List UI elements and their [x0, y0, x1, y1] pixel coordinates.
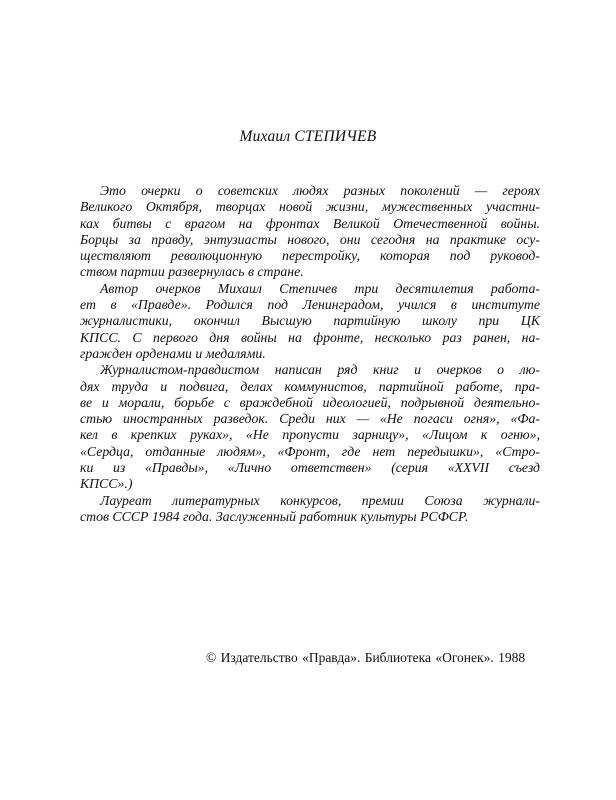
- annotation-paragraph-3: [80, 362, 540, 492]
- text-line: Великого Октября, творцах новой жизни, мужественных участни-: [80, 199, 540, 215]
- copyright-line: © Издательство «Правда». Библиотека «Огонек». 1988: [206, 650, 526, 665]
- text-line: Журналистом-правдистом написан ряд книг и очерков о лю-: [100, 362, 540, 378]
- text-line: Автор очерков Михаил Степичев три десятилетия работа-: [100, 280, 540, 296]
- text-line: КПСС. С первого дня войны на фронте, несколько раз ранен, на-: [80, 329, 540, 345]
- text-line: ществляют революционную перестройку, которая под руковод-: [80, 248, 540, 264]
- text-line: ет в «Правде». Родился под Ленинградом, учился в институте: [80, 297, 540, 313]
- text-line: ки из «Правды», «Лично ответствен» (серия «XXVII съезд: [80, 460, 540, 476]
- annotation-text: [80, 183, 540, 525]
- text-line: Лауреат литературных конкурсов, премии Союза журнали-: [100, 492, 540, 508]
- text-line: кел в крепких руках», «Не пропусти зарницу», «Лицом к огню»,: [80, 427, 540, 443]
- text-line: дях труда и подвига, делах коммунистов, партийной работе, пра-: [80, 378, 540, 394]
- text-line: гражден орденами и медалями.: [80, 345, 266, 361]
- text-line: КПСС».): [80, 476, 133, 492]
- annotation-paragraph-1: [80, 183, 540, 281]
- text-line: журналистики, окончил Высшую партийную школу при ЦК: [80, 313, 540, 329]
- annotation-paragraph-4: [80, 493, 540, 526]
- annotation-paragraph-2: [80, 281, 540, 362]
- text-line: Это очерки о советских людях разных поколений — героях: [100, 183, 540, 198]
- text-line: «Сердца, отданные людям», «Фронт, где нет передышки», «Стро-: [80, 443, 540, 459]
- text-line: ках битвы с врагом на фронтах Великой Отечественной войны.: [80, 215, 540, 231]
- text-line: стов СССР 1984 года. Заслуженный работник культуры РСФСР.: [80, 508, 469, 524]
- text-line: Борцы за правду, энтузиасты нового, они сегодня на практике осу-: [80, 231, 540, 247]
- author-name: Михаил СТЕПИЧЕВ: [239, 128, 377, 145]
- text-line: стью иностранных разведок. Среди них — «Не погаси огня», «Фа-: [80, 411, 540, 427]
- text-line: ством партии развернулась в стране.: [80, 264, 304, 280]
- text-line: ве и морали, борьбе с враждебной идеологией, подрывной деятельно-: [80, 394, 540, 410]
